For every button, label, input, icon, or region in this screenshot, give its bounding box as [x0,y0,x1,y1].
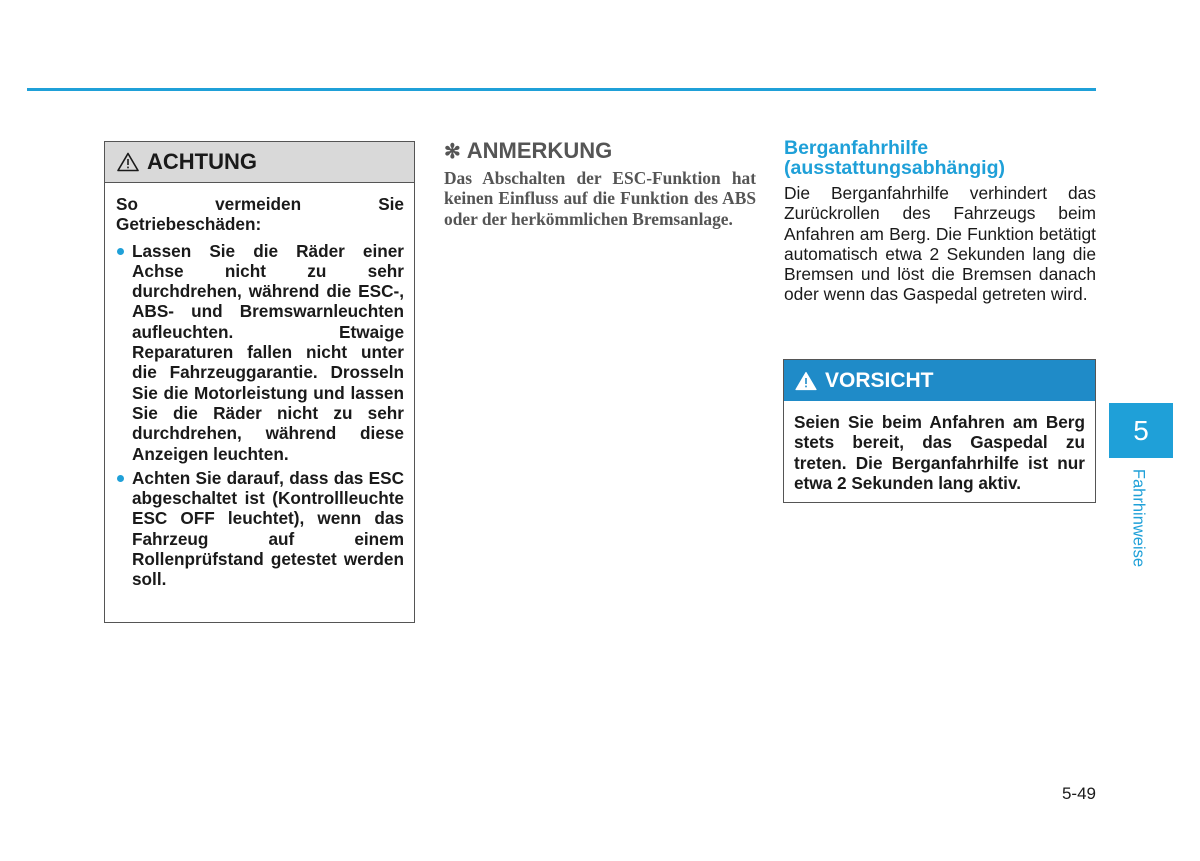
vorsicht-body [784,401,1095,493]
bullet-icon [117,475,124,482]
bullet-icon [117,248,124,255]
berganfahrhilfe-text: Die Berganfahrhilfe verhindert das Zurückrollen des Fahrzeugs beim Anfahren am Berg. Die Funktion betätigt automatisch etwa 2 Sekunden lang die Bremsen und löst die Bremsen danach oder wenn das Gaspedal getreten wird. [784,183,1096,305]
achtung-intro: So vermeiden Sie Getriebeschäden: [116,194,404,235]
list-item [116,468,404,590]
bullet-text: Lassen Sie die Räder einer Achse nicht zu sehr durchdrehen, während die ESC-, ABS- und Bremswarnleuchten aufleuchten. Etwaige Reparaturen fallen nicht unter die Fahrzeuggarantie. Drosseln Sie die Motorleistung und lassen Sie die Räder nicht zu sehr durchdrehen, während diese Anzeigen leuchten. [132,240,404,464]
anmerkung-heading [444,138,756,164]
vorsicht-title: VORSICHT [825,368,934,392]
section-heading [784,138,1096,178]
chapter-tab [1109,403,1173,458]
achtung-title: ACHTUNG [147,149,257,174]
anmerkung-section [444,138,756,229]
warning-triangle-icon [795,371,817,391]
berganfahrhilfe-section [784,138,1096,305]
achtung-body [105,183,414,590]
anmerkung-title: ANMERKUNG [466,138,613,163]
page-number: 5-49 [1061,784,1096,803]
star-icon: ✻ [444,140,461,163]
achtung-bullet-list [116,241,404,590]
chapter-number: 5 [1133,414,1149,446]
chapter-label [1128,466,1148,570]
vorsicht-box [783,359,1096,503]
vorsicht-header [784,360,1095,401]
bullet-text: Achten Sie darauf, dass das ESC abgeschaltet ist (Kontrollleuchte ESC OFF leuchtet), wenn das Fahrzeug auf einem Rollenprüfstand getestet werden soll. [132,467,404,590]
section-heading-line2: (ausstattungsabhängig) [784,157,1006,179]
section-heading-line1: Berganfahrhilfe [784,137,929,159]
vorsicht-text: Seien Sie beim Anfahren am Berg stets bereit, das Gaspedal zu treten. Die Berganfahrhilfe ist nur etwa 2 Sekunden lang aktiv. [794,412,1085,493]
list-item [116,241,404,464]
warning-triangle-icon [117,152,139,172]
achtung-box [104,141,415,623]
header-rule [27,88,1096,91]
achtung-header [105,142,414,183]
chapter-label-text: Fahrhinweise [1129,468,1148,568]
anmerkung-text: Das Abschalten der ESC-Funktion hat keinen Einfluss auf die Funktion des ABS oder der herkömmlichen Bremsanlage. [444,168,756,229]
